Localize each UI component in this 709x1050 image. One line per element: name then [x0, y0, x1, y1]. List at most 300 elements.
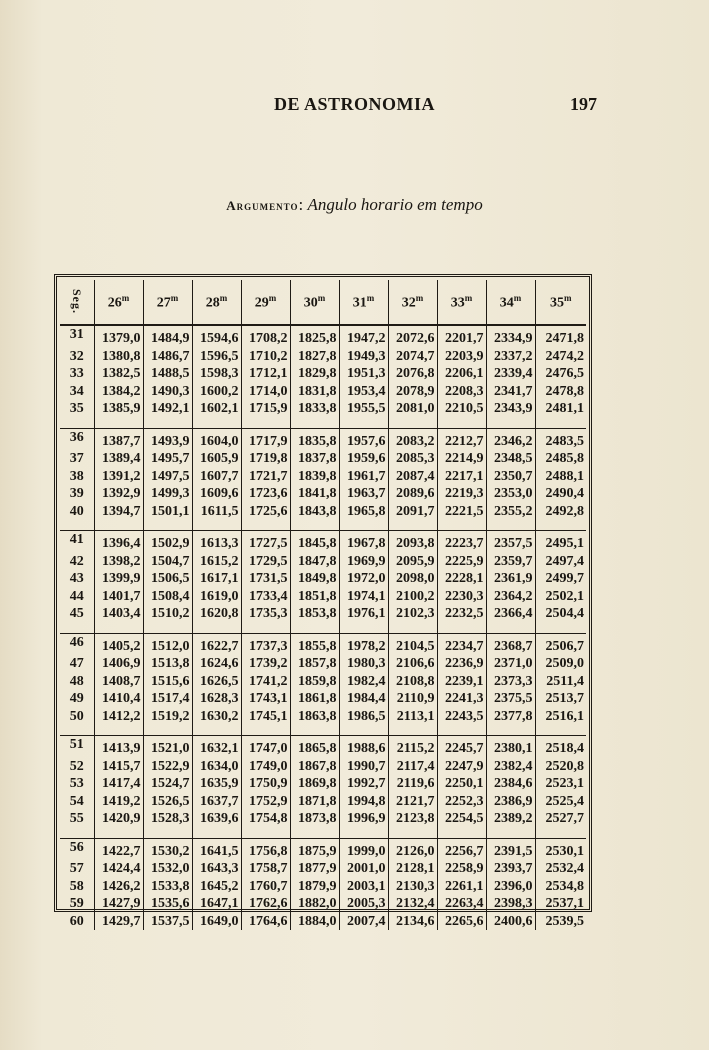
- value-cell: 1725,6: [241, 503, 290, 521]
- column-minutes-value: 34: [499, 295, 514, 311]
- value-cell: 2225,9: [437, 553, 486, 571]
- value-cell: 1607,7: [192, 468, 241, 486]
- value-cell: 1624,6: [192, 655, 241, 673]
- table-row: [60, 383, 586, 401]
- column-minutes-value: 27: [156, 295, 171, 311]
- seconds-cell: 33: [60, 365, 94, 383]
- column-header-27: [143, 280, 192, 325]
- value-cell: 2252,3: [437, 793, 486, 811]
- value-cell: 2001,0: [339, 860, 388, 878]
- value-cell: 1982,4: [339, 673, 388, 691]
- value-cell: 1760,7: [241, 878, 290, 896]
- table-row: [60, 570, 586, 588]
- table-row: [60, 428, 586, 450]
- value-cell: 1714,0: [241, 383, 290, 401]
- table-row: [60, 655, 586, 673]
- value-cell: 1380,8: [94, 348, 143, 366]
- value-cell: 2221,5: [437, 503, 486, 521]
- spacer-cell: [339, 623, 388, 634]
- value-cell: 1484,9: [143, 325, 192, 348]
- value-cell: 2359,7: [486, 553, 535, 571]
- spacer-cell: [437, 418, 486, 429]
- value-cell: 1620,8: [192, 605, 241, 623]
- table-row: [60, 553, 586, 571]
- value-cell: 1972,0: [339, 570, 388, 588]
- spacer-cell: [486, 828, 535, 839]
- value-cell: 1731,5: [241, 570, 290, 588]
- value-cell: 1596,5: [192, 348, 241, 366]
- column-minutes-value: 33: [450, 295, 465, 311]
- value-cell: 1602,1: [192, 400, 241, 418]
- value-cell: 1604,0: [192, 428, 241, 450]
- group-spacer: [60, 520, 586, 531]
- value-cell: 2115,2: [388, 736, 437, 758]
- spacer-cell: [192, 725, 241, 736]
- value-cell: 2005,3: [339, 895, 388, 913]
- group-spacer: [60, 828, 586, 839]
- value-cell: 1528,3: [143, 810, 192, 828]
- value-cell: 1833,8: [290, 400, 339, 418]
- value-cell: 2072,6: [388, 325, 437, 348]
- value-cell: 2134,6: [388, 913, 437, 931]
- value-cell: 1754,8: [241, 810, 290, 828]
- value-cell: 1530,2: [143, 838, 192, 860]
- value-cell: 1750,9: [241, 775, 290, 793]
- table-row: [60, 793, 586, 811]
- seconds-cell: 58: [60, 878, 94, 896]
- column-minutes-value: 26: [107, 295, 122, 311]
- argument-value: Angulo horario em tempo: [307, 195, 483, 214]
- value-cell: 2265,6: [437, 913, 486, 931]
- value-cell: 2478,8: [545, 383, 584, 399]
- value-cell: 1406,9: [94, 655, 143, 673]
- value-cell: 2368,7: [486, 633, 535, 655]
- value-cell: 1869,8: [290, 775, 339, 793]
- seconds-cell: 37: [60, 450, 94, 468]
- column-header-35: [535, 280, 586, 325]
- seconds-cell: 43: [60, 570, 94, 588]
- value-cell: 2353,0: [486, 485, 535, 503]
- value-cell: 1999,0: [339, 838, 388, 860]
- spacer-cell: [535, 623, 586, 634]
- column-minutes-unit: m: [564, 292, 572, 303]
- table-row: [60, 810, 586, 828]
- value-cell: 1508,4: [143, 588, 192, 606]
- value-cell: 1415,7: [94, 758, 143, 776]
- value-cell: 1996,9: [339, 810, 388, 828]
- spacer-cell: [535, 828, 586, 839]
- value-cell: 1967,8: [339, 531, 388, 553]
- value-cell: 2499,7: [545, 571, 584, 586]
- value-cell: 2398,3: [486, 895, 535, 913]
- spacer-cell: [241, 828, 290, 839]
- spacer-cell: [290, 520, 339, 531]
- value-cell: 1978,2: [339, 633, 388, 655]
- seconds-cell: 59: [60, 895, 94, 913]
- value-cell: 1490,3: [143, 383, 192, 401]
- value-cell: 1875,9: [290, 838, 339, 860]
- value-cell: 1839,8: [290, 468, 339, 486]
- value-cell: 1598,3: [192, 365, 241, 383]
- seconds-cell: 31: [60, 325, 94, 348]
- spacer-cell: [388, 520, 437, 531]
- value-cell: 1745,1: [241, 708, 290, 726]
- value-cell: 1739,2: [241, 655, 290, 673]
- argument-label: Argumento: [226, 198, 299, 213]
- value-cell: 2339,4: [486, 365, 535, 383]
- value-cell: 2357,5: [486, 531, 535, 553]
- value-cell: 1389,4: [94, 450, 143, 468]
- value-cell: 1643,3: [192, 860, 241, 878]
- seconds-cell: 56: [60, 838, 94, 860]
- value-cell: 2504,4: [545, 606, 584, 621]
- column-minutes-unit: m: [170, 292, 179, 303]
- spacer-cell: [94, 520, 143, 531]
- spacer-cell: [535, 520, 586, 531]
- spacer-cell: [192, 623, 241, 634]
- value-cell: 2348,5: [486, 450, 535, 468]
- spacer-cell: [290, 418, 339, 429]
- value-cell: 1756,8: [241, 838, 290, 860]
- value-cell: 2230,3: [437, 588, 486, 606]
- table-row: [60, 588, 586, 606]
- astronomy-table: [60, 280, 586, 930]
- value-cell: 1955,5: [339, 400, 388, 418]
- value-cell: 1710,2: [241, 348, 290, 366]
- table-row: [60, 450, 586, 468]
- value-cell: 1628,3: [192, 690, 241, 708]
- value-cell: 1594,6: [192, 325, 241, 348]
- table-row: [60, 913, 586, 931]
- value-cell: 1412,2: [94, 708, 143, 726]
- value-cell: 1865,8: [290, 736, 339, 758]
- value-cell: 2126,0: [388, 838, 437, 860]
- value-cell: 1522,9: [143, 758, 192, 776]
- value-cell: 1974,1: [339, 588, 388, 606]
- column-header-29: [241, 280, 290, 325]
- value-cell: 1980,3: [339, 655, 388, 673]
- value-cell: 1758,7: [241, 860, 290, 878]
- seconds-cell: 55: [60, 810, 94, 828]
- spacer-cell: [94, 828, 143, 839]
- seconds-cell: 47: [60, 655, 94, 673]
- table-row: [60, 690, 586, 708]
- value-cell: 2389,2: [486, 810, 535, 828]
- value-cell: 1410,4: [94, 690, 143, 708]
- value-cell: 1427,9: [94, 895, 143, 913]
- value-cell: 1492,1: [143, 400, 192, 418]
- value-cell: 1399,9: [94, 570, 143, 588]
- value-cell: 1384,2: [94, 383, 143, 401]
- value-cell: 1723,6: [241, 485, 290, 503]
- value-cell: 2337,2: [486, 348, 535, 366]
- running-title: DE ASTRONOMIA: [273, 94, 436, 114]
- value-cell: 1391,2: [94, 468, 143, 486]
- page-number: 197: [570, 94, 597, 114]
- spacer-cell: [437, 623, 486, 634]
- value-cell: 2371,0: [486, 655, 535, 673]
- seconds-cell: 50: [60, 708, 94, 726]
- value-cell: 1873,8: [290, 810, 339, 828]
- table-row: [60, 365, 586, 383]
- value-cell: 2119,6: [388, 775, 437, 793]
- value-cell: 1965,8: [339, 503, 388, 521]
- seconds-cell: 42: [60, 553, 94, 571]
- spacer-cell: [192, 520, 241, 531]
- seconds-cell: 54: [60, 793, 94, 811]
- spacer-cell: [241, 520, 290, 531]
- value-cell: 2400,6: [486, 913, 535, 931]
- column-minutes-value: 35: [550, 295, 564, 311]
- value-cell: 2391,5: [486, 838, 535, 860]
- value-cell: 2102,3: [388, 605, 437, 623]
- table-row: [60, 878, 586, 896]
- value-cell: 2239,1: [437, 673, 486, 691]
- spacer-cell: [290, 623, 339, 634]
- value-cell: 1417,4: [94, 775, 143, 793]
- value-cell: 2236,9: [437, 655, 486, 673]
- value-cell: 2261,1: [437, 878, 486, 896]
- value-cell: 1733,4: [241, 588, 290, 606]
- column-minutes-value: 30: [303, 295, 318, 311]
- column-header-33: [437, 280, 486, 325]
- value-cell: 1420,9: [94, 810, 143, 828]
- value-cell: 2093,8: [388, 531, 437, 553]
- value-cell: 1497,5: [143, 468, 192, 486]
- value-cell: 1990,7: [339, 758, 388, 776]
- value-cell: 1619,0: [192, 588, 241, 606]
- value-cell: 2234,7: [437, 633, 486, 655]
- value-cell: 2123,8: [388, 810, 437, 828]
- value-cell: 1849,8: [290, 570, 339, 588]
- value-cell: 2384,6: [486, 775, 535, 793]
- value-cell: 2083,2: [388, 428, 437, 450]
- value-cell: 1741,2: [241, 673, 290, 691]
- value-cell: 2203,9: [437, 348, 486, 366]
- value-cell: 2382,4: [486, 758, 535, 776]
- value-cell: 1413,9: [94, 736, 143, 758]
- value-cell: 2530,1: [535, 838, 586, 860]
- value-cell: 1712,1: [241, 365, 290, 383]
- spacer-cell: [60, 623, 94, 634]
- value-cell: 1845,8: [290, 531, 339, 553]
- value-cell: 2492,8: [545, 503, 584, 519]
- value-cell: 1532,0: [143, 860, 192, 878]
- value-cell: 1519,2: [143, 708, 192, 726]
- spacer-cell: [143, 520, 192, 531]
- group-spacer: [60, 623, 586, 634]
- spacer-cell: [94, 418, 143, 429]
- spacer-cell: [60, 418, 94, 429]
- value-cell: 2334,9: [486, 325, 535, 348]
- value-cell: 2474,2: [545, 348, 584, 364]
- value-cell: 2223,7: [437, 531, 486, 553]
- value-cell: 1535,6: [143, 895, 192, 913]
- spacer-cell: [486, 623, 535, 634]
- value-cell: 2245,7: [437, 736, 486, 758]
- value-cell: 2396,0: [486, 878, 535, 896]
- value-cell: 1743,1: [241, 690, 290, 708]
- value-cell: 2509,0: [545, 656, 584, 671]
- value-cell: 2511,4: [546, 673, 584, 689]
- spacer-cell: [241, 725, 290, 736]
- value-cell: 1735,3: [241, 605, 290, 623]
- seconds-cell: 38: [60, 468, 94, 486]
- column-minutes-unit: m: [366, 292, 375, 303]
- value-cell: 1641,5: [192, 838, 241, 860]
- value-cell: 2380,1: [486, 736, 535, 758]
- value-cell: 1835,8: [290, 428, 339, 450]
- value-cell: 2483,5: [535, 428, 586, 450]
- value-cell: 1708,2: [241, 325, 290, 348]
- value-cell: 1526,5: [143, 793, 192, 811]
- value-cell: 1609,6: [192, 485, 241, 503]
- value-cell: 2130,3: [388, 878, 437, 896]
- table-row: [60, 325, 586, 348]
- seconds-cell: 32: [60, 348, 94, 366]
- seconds-cell: 39: [60, 485, 94, 503]
- spacer-cell: [535, 418, 586, 429]
- column-minutes-unit: m: [415, 292, 424, 303]
- value-cell: 1392,9: [94, 485, 143, 503]
- spacer-cell: [143, 828, 192, 839]
- value-cell: 2502,1: [545, 588, 584, 604]
- value-cell: 1622,7: [192, 633, 241, 655]
- value-cell: 1396,4: [94, 531, 143, 553]
- seconds-cell: 49: [60, 690, 94, 708]
- spacer-cell: [94, 623, 143, 634]
- value-cell: 1615,2: [192, 553, 241, 571]
- value-cell: 1861,8: [290, 690, 339, 708]
- table-row: [60, 860, 586, 878]
- value-cell: 1517,4: [143, 690, 192, 708]
- value-cell: 2007,4: [339, 913, 388, 931]
- argument-line: [0, 195, 709, 215]
- value-cell: 1635,9: [192, 775, 241, 793]
- table-row: [60, 605, 586, 623]
- value-cell: 2375,5: [486, 690, 535, 708]
- value-cell: 1649,0: [192, 913, 241, 931]
- seconds-cell: 52: [60, 758, 94, 776]
- value-cell: 2113,1: [388, 708, 437, 726]
- column-minutes-unit: m: [121, 292, 130, 303]
- value-cell: 2208,3: [437, 383, 486, 401]
- value-cell: 2350,7: [486, 468, 535, 486]
- value-cell: 2516,1: [545, 708, 584, 724]
- value-cell: 1424,4: [94, 860, 143, 878]
- value-cell: 2076,8: [388, 365, 437, 383]
- value-cell: 1961,7: [339, 468, 388, 486]
- value-cell: 1521,0: [143, 736, 192, 758]
- seconds-cell: 34: [60, 383, 94, 401]
- value-cell: 1851,8: [290, 588, 339, 606]
- value-cell: 1855,8: [290, 633, 339, 655]
- value-cell: 1729,5: [241, 553, 290, 571]
- value-cell: 1749,0: [241, 758, 290, 776]
- seconds-cell: 45: [60, 605, 94, 623]
- value-cell: 1721,7: [241, 468, 290, 486]
- value-cell: 1401,7: [94, 588, 143, 606]
- value-cell: 1867,8: [290, 758, 339, 776]
- spacer-cell: [437, 520, 486, 531]
- value-cell: 2228,1: [437, 570, 486, 588]
- seconds-cell: 35: [60, 400, 94, 418]
- value-cell: 1953,4: [339, 383, 388, 401]
- spacer-cell: [143, 725, 192, 736]
- spacer-cell: [339, 725, 388, 736]
- spacer-cell: [94, 725, 143, 736]
- value-cell: 2366,4: [486, 605, 535, 623]
- spacer-cell: [60, 520, 94, 531]
- spacer-cell: [241, 623, 290, 634]
- value-cell: 1630,2: [192, 708, 241, 726]
- value-cell: 1831,8: [290, 383, 339, 401]
- seconds-cell: 36: [60, 428, 94, 450]
- value-cell: 2108,8: [388, 673, 437, 691]
- column-minutes-unit: m: [513, 292, 522, 303]
- value-cell: 1877,9: [290, 860, 339, 878]
- value-cell: 1506,5: [143, 570, 192, 588]
- value-cell: 2210,5: [437, 400, 486, 418]
- spacer-cell: [388, 623, 437, 634]
- value-cell: 1611,5: [192, 503, 241, 521]
- value-cell: 2214,9: [437, 450, 486, 468]
- value-cell: 1617,1: [192, 570, 241, 588]
- value-cell: 1379,0: [94, 325, 143, 348]
- value-cell: 2537,1: [545, 896, 584, 911]
- value-cell: 1385,9: [94, 400, 143, 418]
- value-cell: 2258,9: [437, 860, 486, 878]
- value-cell: 1857,8: [290, 655, 339, 673]
- value-cell: 2212,7: [437, 428, 486, 450]
- spacer-cell: [143, 623, 192, 634]
- value-cell: 2373,3: [486, 673, 535, 691]
- value-cell: 1488,5: [143, 365, 192, 383]
- value-cell: 2219,3: [437, 485, 486, 503]
- value-cell: 1949,3: [339, 348, 388, 366]
- value-cell: 1398,2: [94, 553, 143, 571]
- value-cell: 2089,6: [388, 485, 437, 503]
- table-row: [60, 838, 586, 860]
- value-cell: 2386,9: [486, 793, 535, 811]
- spacer-cell: [339, 418, 388, 429]
- value-cell: 1647,1: [192, 895, 241, 913]
- value-cell: 2091,7: [388, 503, 437, 521]
- value-cell: 2098,0: [388, 570, 437, 588]
- value-cell: 1976,1: [339, 605, 388, 623]
- value-cell: 2003,1: [339, 878, 388, 896]
- value-cell: 1882,0: [290, 895, 339, 913]
- value-cell: 1429,7: [94, 913, 143, 931]
- seconds-cell: 57: [60, 860, 94, 878]
- value-cell: 2485,8: [545, 451, 584, 466]
- value-cell: 2364,2: [486, 588, 535, 606]
- value-cell: 1513,8: [143, 655, 192, 673]
- value-cell: 1863,8: [290, 708, 339, 726]
- value-cell: 1963,7: [339, 485, 388, 503]
- value-cell: 2241,3: [437, 690, 486, 708]
- value-cell: 1504,7: [143, 553, 192, 571]
- table-row: [60, 348, 586, 366]
- table-row: [60, 775, 586, 793]
- table-row: [60, 736, 586, 758]
- value-cell: 2254,5: [437, 810, 486, 828]
- seconds-cell: 51: [60, 736, 94, 758]
- value-cell: 2201,7: [437, 325, 486, 348]
- value-cell: 1637,7: [192, 793, 241, 811]
- spacer-cell: [437, 725, 486, 736]
- value-cell: 2377,8: [486, 708, 535, 726]
